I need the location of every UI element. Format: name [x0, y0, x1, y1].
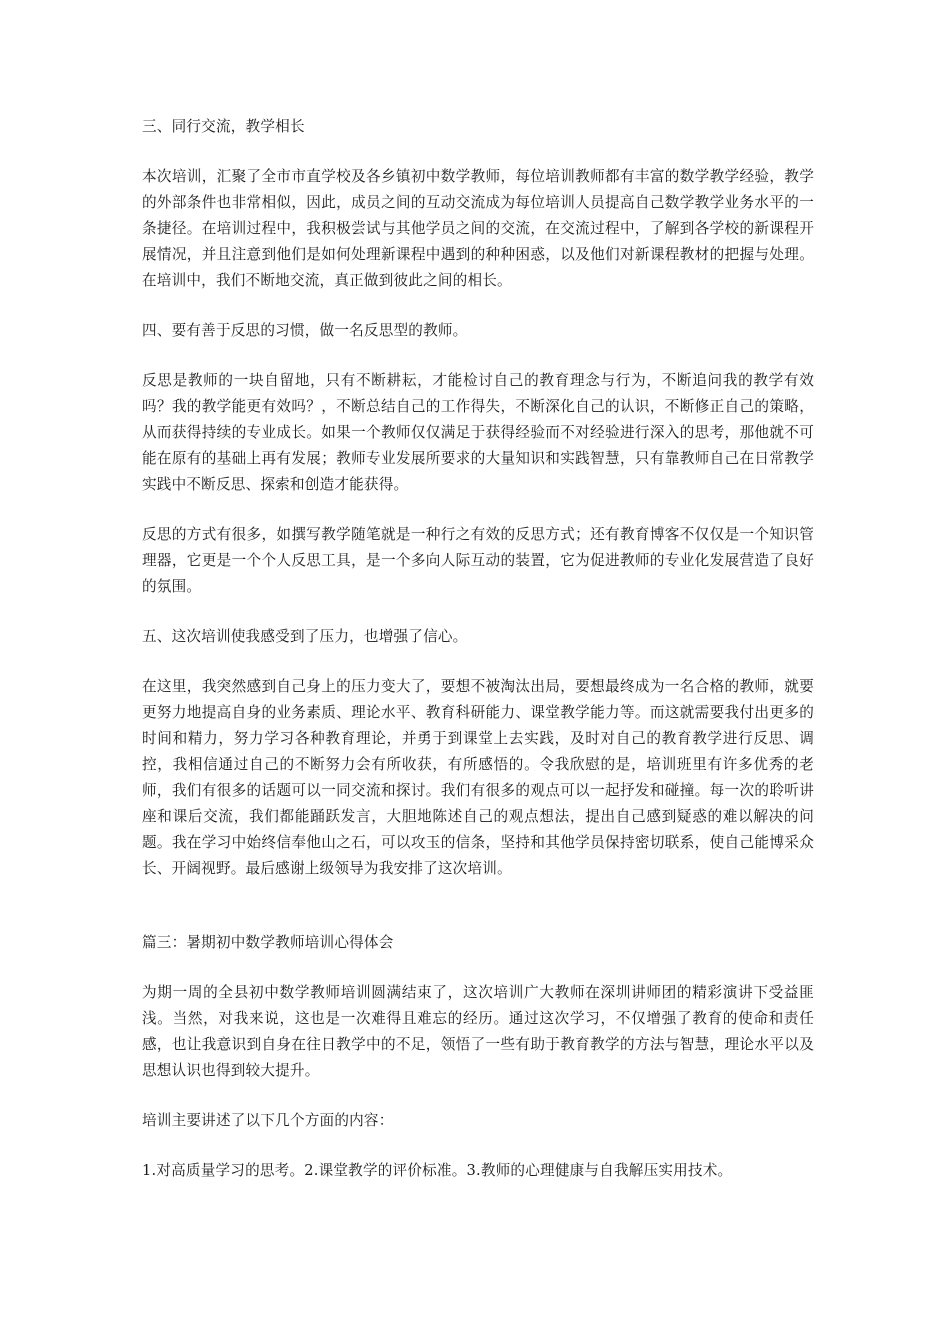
- section-heading-3: 三、同行交流，教学相长: [142, 118, 305, 135]
- body-paragraph: 为期一周的全县初中数学教师培训圆满结束了，这次培训广大教师在深圳讲师团的精彩演讲下受益匪浅。当然，对我来说，这也是一次难得且难忘的经历。通过这次学习，不仅增强了教育的使命和责任感，也让我意识到自身在往日教学中的不足，领悟了一些有助于教育教学的方法与智慧，理论水平以及思想认识也得到较大提升。: [142, 984, 814, 1079]
- body-paragraph: 在这里，我突然感到自己身上的压力变大了，要想不被淘汰出局，要想最终成为一名合格的教师，就要更努力地提高自身的业务素质、理论水平、教育科研能力、课堂教学能力等。而这就需要我付出更多的时间和精力，努力学习各种教育理论，并勇于到课堂上去实践，及时对自己的教育教学进行反思、调控，我相信通过自己的不断努力会有所收获，有所感悟的。令我欣慰的是，培训班里有许多优秀的老师，我们有很多的话题可以一同交流和探讨。我们有很多的观点可以一起抒发和碰撞。每一次的聆听讲座和课后交流，我们都能踊跃发言，大胆地陈述自己的观点想法，提出自己感到疑惑的难以解决的问题。我在学习中始终信奉他山之石，可以攻玉的信条，坚持和其他学员保持密切联系，使自己能博采众长、开阔视野。最后感谢上级领导为我安排了这次培训。: [142, 678, 814, 877]
- section-heading-4: 四、要有善于反思的习惯，做一名反思型的教师。: [142, 322, 468, 339]
- body-paragraph: 1.对高质量学习的思考。2.课堂教学的评价标准。3.教师的心理健康与自我解压实用技术。: [142, 1162, 733, 1179]
- section-heading-5: 五、这次培训使我感受到了压力，也增强了信心。: [142, 628, 468, 645]
- body-paragraph: 反思的方式有很多，如撰写教学随笔就是一种行之有效的反思方式；还有教育博客不仅仅是一个知识管理器，它更是一个个人反思工具，是一个多向人际互动的装置，它为促进教师的专业化发展营造了良好的氛围。: [142, 526, 814, 595]
- body-paragraph: 本次培训，汇聚了全市市直学校及各乡镇初中数学教师，每位培训教师都有丰富的数学教学经验，教学的外部条件也非常相似，因此，成员之间的互动交流成为每位培训人员提高自己数学教学业务水平的一条捷径。在培训过程中，我积极尝试与其他学员之间的交流，在交流过程中，了解到各学校的新课程开展情况，并且注意到他们是如何处理新课程中遇到的种种困惑，以及他们对新课程教材的把握与处理。在培训中，我们不断地交流，真正做到彼此之间的相长。: [142, 168, 814, 289]
- article-title: 篇三：暑期初中数学教师培训心得体会: [142, 934, 394, 951]
- body-paragraph: 反思是教师的一块自留地，只有不断耕耘，才能检讨自己的教育理念与行为，不断追问我的教学有效吗？我的教学能更有效吗？，不断总结自己的工作得失，不断深化自己的认识，不断修正自己的策略，从而获得持续的专业成长。如果一个教师仅仅满足于获得经验而不对经验进行深入的思考，那他就不可能在原有的基础上再有发展；教师专业发展所要求的大量知识和实践智慧，只有靠教师自己在日常教学实践中不断反思、探索和创造才能获得。: [142, 372, 814, 493]
- document-body: [142, 114, 814, 1208]
- body-paragraph: 培训主要讲述了以下几个方面的内容：: [142, 1112, 394, 1129]
